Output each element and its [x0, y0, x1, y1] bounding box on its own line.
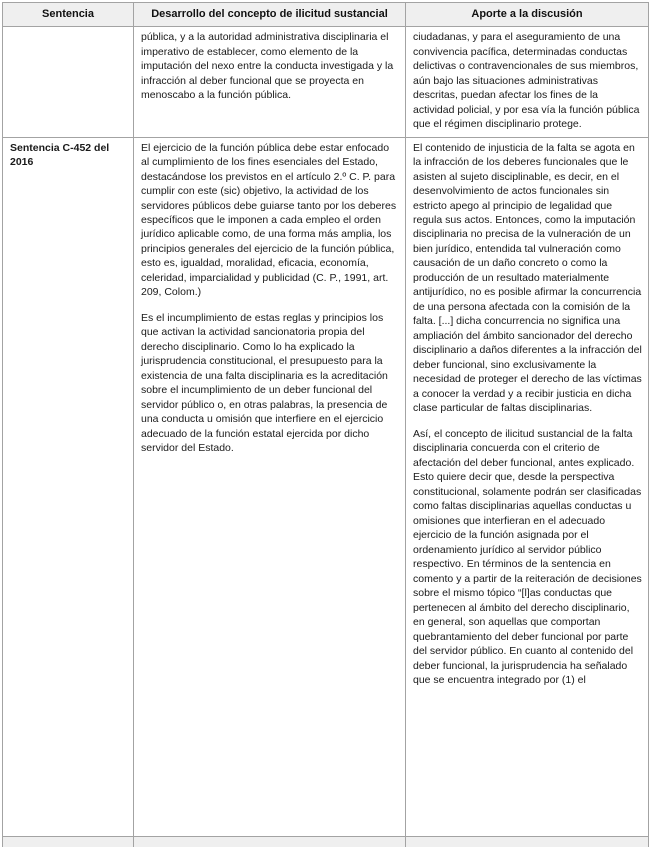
cell-aporte: [406, 27, 649, 137]
header-cell-sentencia: Sentencia: [3, 3, 134, 27]
sliver-cell: [406, 836, 649, 847]
table-row-continuation: [3, 27, 649, 137]
cell-sentencia: [3, 137, 134, 836]
next-page-header-sliver: [3, 836, 649, 847]
paragraph: ciudadanas, y para el aseguramiento de una convivencia pacífica, determinadas conductas delictivas o contravencionales de sus miembros, aún bajo las situaciones administrativas descritas, puedan afectar los fines de la actividad policial, y por esa vía la función pública que el régimen disciplinario protege.: [413, 31, 640, 131]
cell-desarrollo: [134, 27, 406, 137]
cell-desarrollo: [134, 137, 406, 836]
paragraph: Es el incumplimiento de estas reglas y principios los que activan la actividad sancionatoria propia del derecho disciplinario. Como lo ha explicado la jurisprudencia constitucional, el presupuesto para la existencia de una falta disciplinaria es la acreditación sobre el incumplimiento de un deber funcional del servidor público o, en otras palabras, la presencia de una conducta u omisión que interfiere en el ejercicio adecuado de la función estatal ejercida por dicho servidor del Estado.: [141, 311, 388, 455]
paragraph: Así, el concepto de ilicitud sustancial de la falta disciplinaria concuerda con el criterio de afectación del deber funcional, antes explicado. Esto quiere decir que, desde la perspectiva constitucional, solamente podrán ser clasificadas como faltas disciplinarias aquellas conductas u omisiones que interfieran en el adecuado ejercicio de la función asignada por el ordenamiento jurídico al servidor público respectivo. En términos de la sentencia en comento y a partir de la reiteración de decisiones sobre el mismo tópico “[l]as conductas que pertenecen al ámbito del derecho disciplinario, en general, son aquellas que comportan quebrantamiento del deber funcional por parte del servidor público. En cuanto al contenido del deber funcional, la jurisprudencia ha señalado que se encuentra integrado por (1) el: [413, 427, 642, 686]
cell-sentencia-empty: [3, 27, 134, 137]
paragraph: pública, y a la autoridad administrativa disciplinaria el imperativo de establecer, como elemento de la imputación del nexo entre la conducta investigada y la infracción al deber funcional que se proyecta en menoscabo a la función pública.: [141, 31, 394, 102]
header-row: [3, 3, 649, 27]
paragraph: El ejercicio de la función pública debe estar enfocado al cumplimiento de los fines esenciales del Estado, destacándose los previstos en el artículo 2.º C. P. para cumplir con este (sic) objetivo, la actividad de los servidores públicos debe guiarse tanto por los deberes específicos que le imponen a cada empleo el orden jurídico aplicable como, de una forma más amplia, los principios generales del ejercicio de la función pública, esto es, igualdad, moralidad, eficacia, economía, celeridad, imparcialidad y publicidad (C. P., 1991, art. 209, Colom.): [141, 141, 397, 299]
header-cell-desarrollo: Desarrollo del concepto de ilicitud sustancial: [134, 3, 406, 27]
paragraph: El contenido de injusticia de la falta se agota en la infracción de los deberes funcionales que le asisten al sujeto disciplinable, es decir, en el desenvolvimiento de actos funcionales sin estricto apego al principio de legalidad que regula sus actos. Entonces, como la imputación disciplinaria no precisa de la vulneración de un bien jurídico, entendida tal vulneración como causación de un daño concreto o como la producción de un resultado materialmente antijurídico, no es posible afirmar la concurrencia de una persona afectada con la comisión de la falta. [...] dicha concurrencia no significa una ampliación del ámbito sancionador del derecho disciplinario a daños diferentes a la infracción del deber funcional, sino exclusivamente la necesidad de proteger el derecho de las víctimas a conocer la verdad y a recibir justicia en dicha clase particular de faltas disciplinarias.: [413, 141, 642, 415]
sliver-cell: [134, 836, 406, 847]
sentencias-table: [2, 2, 649, 847]
sliver-cell: [3, 836, 134, 847]
sentencia-label: Sentencia C-452 del 2016: [10, 141, 110, 169]
header-cell-aporte: Aporte a la discusión: [406, 3, 649, 27]
table-row-c452-2016: [3, 137, 649, 836]
cell-aporte: [406, 137, 649, 836]
